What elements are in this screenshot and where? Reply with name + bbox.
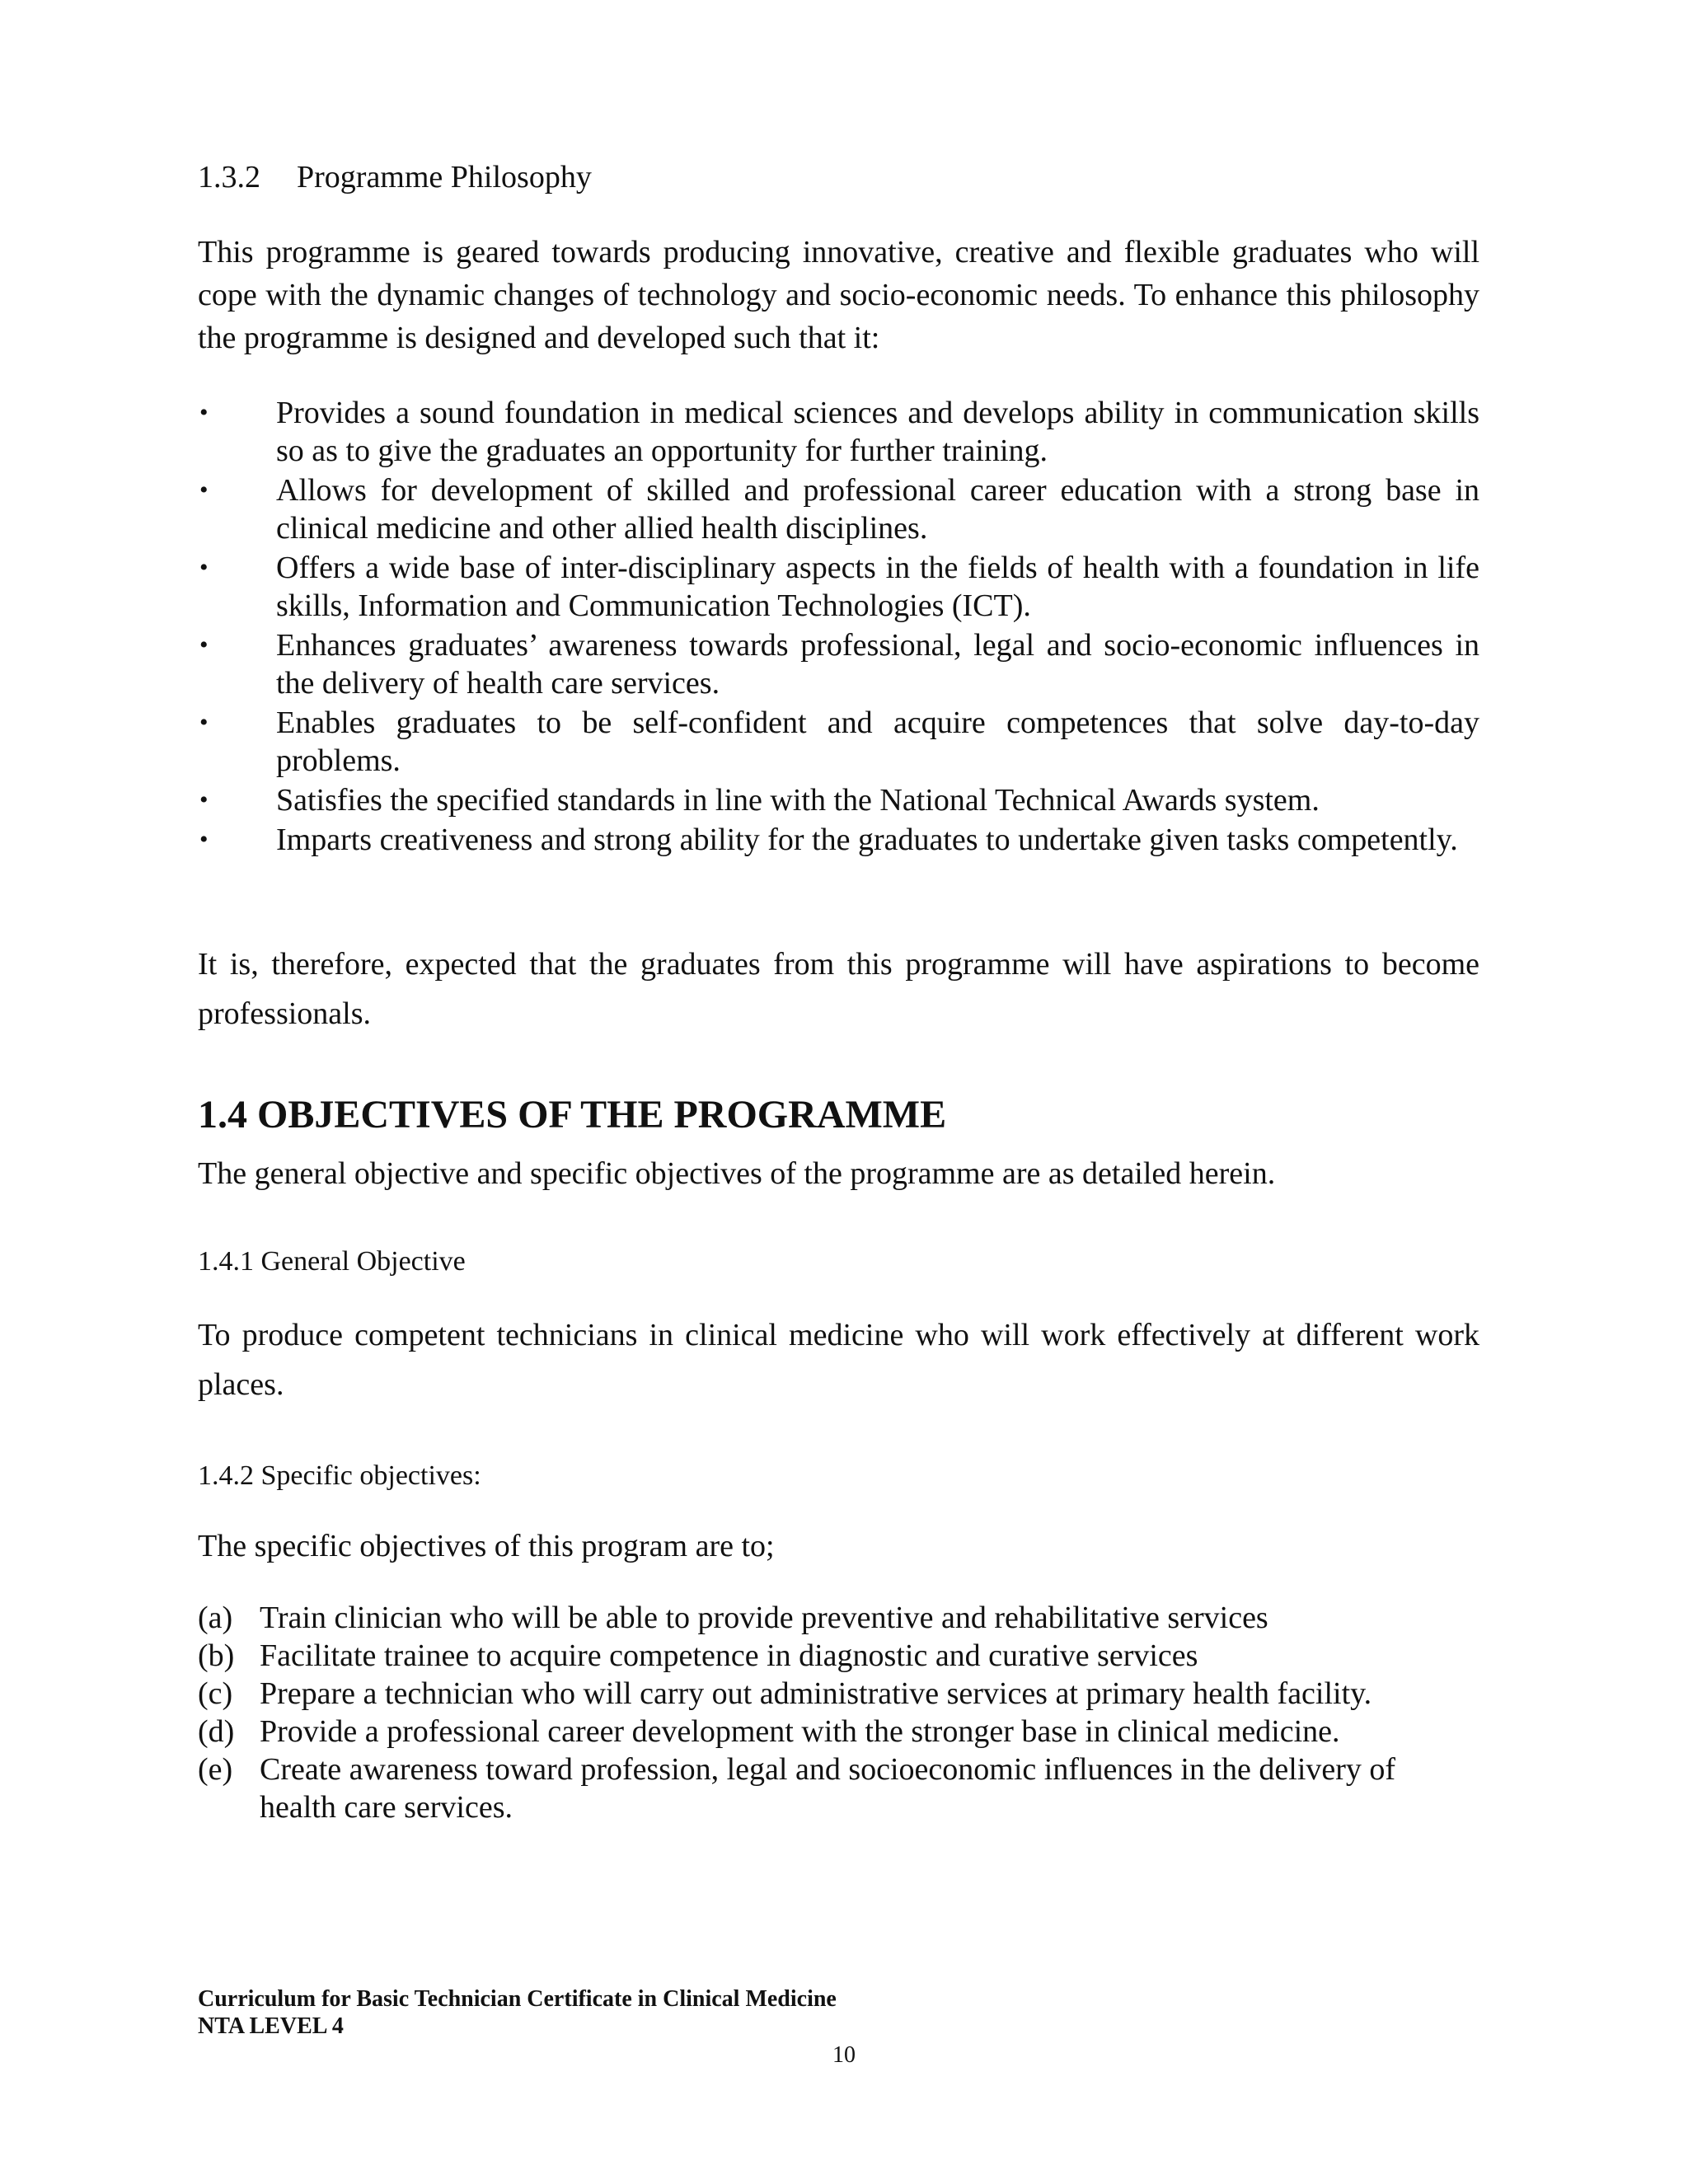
section-title: Programme Philosophy: [297, 160, 592, 194]
bullet-text: Provides a sound foundation in medical sciences and develops ability in communication skills so as to give the graduates an opportunity for further training.: [276, 396, 1479, 468]
list-item: [198, 704, 1479, 780]
item-marker: (b): [198, 1638, 235, 1673]
specific-objectives-heading: 1.4.2 Specific objectives:: [198, 1460, 481, 1491]
bullet-text: Enables graduates to be self-confident and acquire competences that solve day-to-day problems.: [276, 705, 1479, 778]
item-marker: (d): [198, 1714, 235, 1749]
bullet-text: Offers a wide base of inter-disciplinary aspects in the fields of health with a foundation in life skills, Information and Communication Technologies (ICT).: [276, 551, 1479, 623]
objectives-heading: 1.4 OBJECTIVES OF THE PROGRAMME: [198, 1093, 947, 1137]
footer-level: NTA LEVEL 4: [198, 2013, 344, 2039]
page-number: 10: [832, 2042, 856, 2068]
list-item: [198, 781, 1479, 819]
item-text: Create awareness toward profession, legal and socioeconomic influences in the delivery of health care services.: [260, 1752, 1396, 1825]
bullet-icon: •: [199, 554, 209, 581]
philosophy-intro: This programme is geared towards producing innovative, creative and flexible graduates who will cope with the dynamic changes of technology and socio-economic needs. To enhance this philosophy the programme is designed and developed such that it:: [198, 235, 1479, 355]
list-item: [198, 471, 1479, 547]
list-item: [198, 394, 1479, 470]
bullet-icon: •: [199, 826, 209, 853]
section-heading-1-3-2: [198, 159, 592, 195]
objectives-intro: The general objective and specific objectives of the programme are as detailed herein.: [198, 1156, 1276, 1191]
item-text: Prepare a technician who will carry out administrative services at primary health facility.: [260, 1676, 1372, 1711]
bullet-icon: •: [199, 399, 209, 426]
list-item: [198, 1599, 1479, 1637]
specific-objectives-intro: The specific objectives of this program are to;: [198, 1529, 775, 1563]
item-text: Provide a professional career development with the stronger base in clinical medicine.: [260, 1714, 1340, 1749]
footer-title: Curriculum for Basic Technician Certificate in Clinical Medicine: [198, 1986, 837, 2012]
philosophy-conclusion: It is, therefore, expected that the graduates from this programme will have aspirations to become professionals.: [198, 947, 1479, 1031]
bullet-text: Imparts creativeness and strong ability for the graduates to undertake given tasks competently.: [276, 823, 1458, 857]
list-item: [198, 1713, 1479, 1750]
list-item: [198, 549, 1479, 625]
list-item: [198, 821, 1479, 859]
list-item: [198, 626, 1479, 702]
bullet-text: Allows for development of skilled and professional career education with a strong base in clinical medicine and other allied health disciplines.: [276, 473, 1479, 546]
item-marker: (a): [198, 1601, 233, 1635]
list-item: [198, 1750, 1479, 1826]
bullet-text: Enhances graduates’ awareness towards professional, legal and socio-economic influences in the delivery of health care services.: [276, 628, 1479, 701]
item-text: Facilitate trainee to acquire competence in diagnostic and curative services: [260, 1638, 1198, 1673]
bullet-icon: •: [199, 631, 209, 658]
general-objective-heading: 1.4.1 General Objective: [198, 1246, 466, 1277]
item-marker: (e): [198, 1752, 233, 1787]
philosophy-bullet-list: [198, 394, 1479, 860]
specific-objectives-list: [198, 1599, 1479, 1826]
bullet-icon: •: [199, 709, 209, 736]
bullet-text: Satisfies the specified standards in line with the National Technical Awards system.: [276, 783, 1320, 818]
item-text: Train clinician who will be able to provide preventive and rehabilitative services: [260, 1601, 1268, 1635]
bullet-icon: •: [199, 476, 209, 504]
bullet-icon: •: [199, 786, 209, 813]
list-item: [198, 1637, 1479, 1675]
section-number: 1.3.2: [198, 160, 260, 194]
list-item: [198, 1675, 1479, 1713]
item-marker: (c): [198, 1676, 233, 1711]
general-objective-text: To produce competent technicians in clinical medicine who will work effectively at different work places.: [198, 1318, 1479, 1402]
